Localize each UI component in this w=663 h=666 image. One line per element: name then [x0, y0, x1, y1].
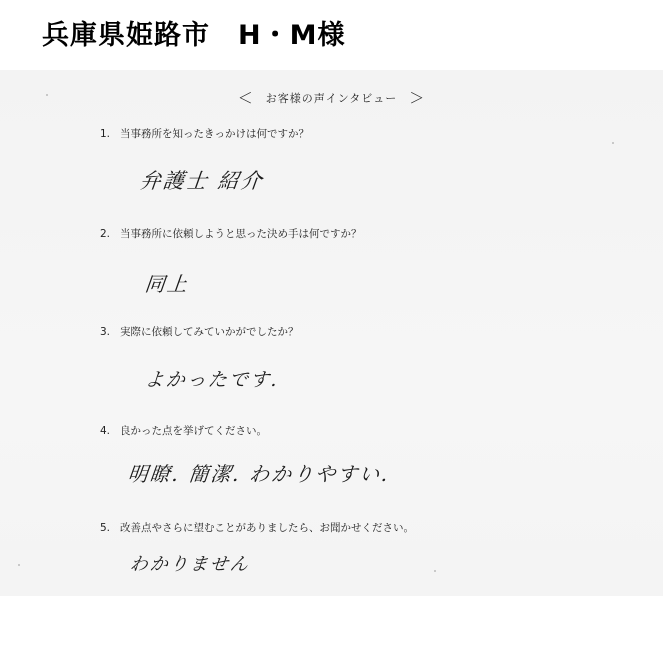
question-3	[100, 324, 299, 339]
question-text: 改善点やさらに望むことがありましたら、お聞かせください。	[120, 522, 414, 534]
question-2	[100, 226, 362, 241]
answer-3: よかったです.	[143, 369, 281, 391]
scan-speck	[434, 570, 436, 572]
page-title: 兵庫県姫路市 H・M様	[42, 20, 346, 51]
question-5	[100, 520, 414, 535]
question-text: 実際に依頼してみていかがでしたか？	[120, 326, 299, 338]
question-number: 3.	[100, 326, 111, 338]
answer-1: 弁護士 紹介	[138, 169, 265, 193]
questionnaire-title: お客様の声インタビュー	[265, 92, 398, 105]
question-number: 4.	[100, 425, 111, 437]
bracket-right: ＞	[409, 89, 426, 107]
scan-speck	[612, 142, 614, 144]
scan-speck	[46, 94, 48, 96]
question-text: 良かった点を挙げてください。	[120, 425, 267, 437]
question-text: 当事務所に依頼しようと思った決め手は何ですか？	[120, 228, 362, 240]
bracket-left: ＜	[237, 89, 254, 107]
question-number: 2.	[100, 228, 111, 240]
question-number: 5.	[100, 522, 111, 534]
answer-2: 同上	[143, 272, 191, 296]
question-text: 当事務所を知ったきっかけは何ですか？	[120, 128, 309, 140]
question-1	[100, 126, 309, 141]
answer-5: わかりません	[128, 554, 251, 575]
questionnaire-header	[0, 86, 663, 107]
scanned-questionnaire	[0, 70, 663, 596]
scan-speck	[18, 564, 20, 566]
question-number: 1.	[100, 128, 111, 140]
answer-4: 明瞭. 簡潔. わかりやすい.	[126, 462, 391, 486]
question-4	[100, 423, 267, 438]
